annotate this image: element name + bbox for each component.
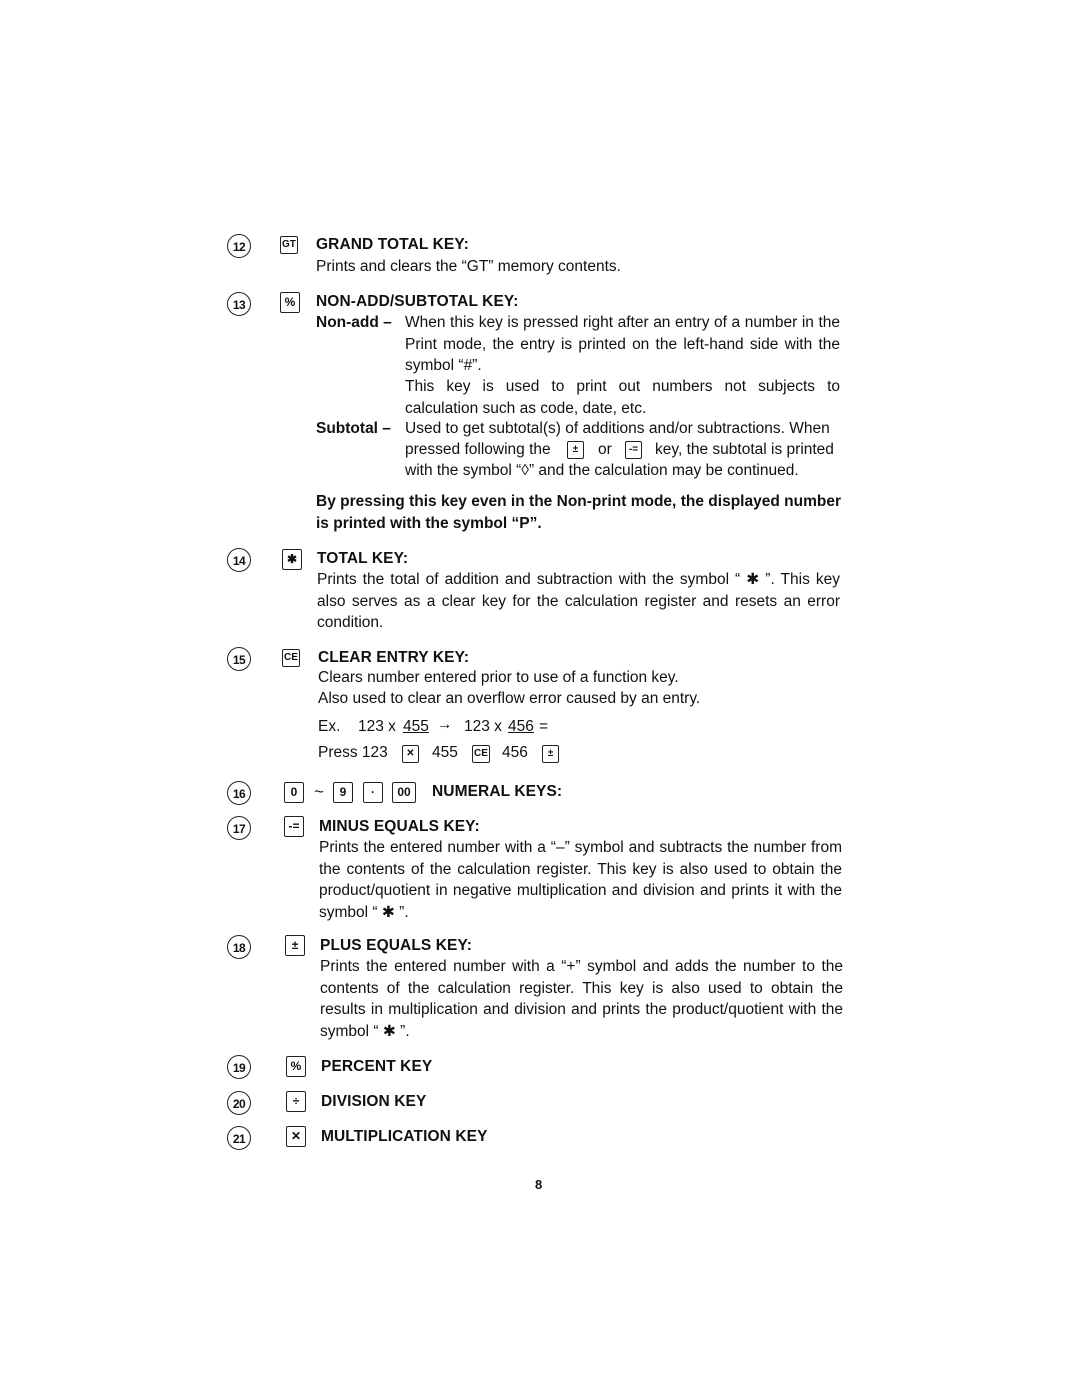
- minus-equals-text: Prints the entered number with a “–” symbol and subtracts the number from the contents of the calculation register. This key is also used to obtain the product/quotient in negative multiplication and division and prints it with the symbol “ ✱ ”.: [319, 839, 842, 921]
- item-number-17: 17: [227, 816, 251, 840]
- nonadd-text-2: This key is used to print out numbers not subjects to calculation such as code, date, etc.: [405, 378, 840, 417]
- nonadd-subtotal-heading: NON-ADD/SUBTOTAL KEY:: [316, 293, 519, 310]
- press-number-2: 456: [502, 744, 528, 761]
- plus-equals-text: Prints the entered number with a “+” symbol and adds the number to the contents of the calculation register. This key is also used to obtain the results in multiplication and division and prints the product/quotient with the symbol “ ✱ ”.: [320, 958, 843, 1040]
- clear-entry-key-icon-inline: CE: [472, 745, 490, 763]
- nonadd-text-1: When this key is pressed right after an entry of a number in the Print mode, the entry is printed on the left-hand side with the symbol “#”.: [405, 314, 840, 375]
- total-heading: TOTAL KEY:: [317, 550, 409, 567]
- press-label: Press 123: [318, 744, 388, 761]
- percent-heading: PERCENT KEY: [321, 1058, 433, 1075]
- example-expr-2: 123 x: [464, 718, 502, 735]
- nonprint-note: By pressing this key even in the Non-print mode, the displayed number is printed with the symbol “P”.: [316, 493, 841, 532]
- division-key-icon: ÷: [286, 1091, 306, 1112]
- double-zero-key-icon: 00: [392, 782, 416, 803]
- example-expr-2-correct: 456: [508, 718, 534, 735]
- clear-entry-text-1: Clears number entered prior to use of a function key.: [318, 669, 679, 686]
- subtotal-line-1: Used to get subtotal(s) of additions and/or subtractions. When: [405, 420, 830, 437]
- minus-equals-heading: MINUS EQUALS KEY:: [319, 818, 480, 835]
- minus-equals-key-icon-large: -=: [284, 816, 304, 837]
- zero-key-icon: 0: [284, 782, 304, 803]
- example-expr-1: 123 x: [358, 718, 396, 735]
- clear-entry-text-2: Also used to clear an overflow error caused by an entry.: [318, 690, 701, 707]
- item-number-13: 13: [227, 292, 251, 316]
- item-number-18: 18: [227, 935, 251, 959]
- plus-equals-heading: PLUS EQUALS KEY:: [320, 937, 473, 954]
- example-label: Ex.: [318, 718, 341, 735]
- plus-equals-key-icon-inline: ±: [542, 745, 559, 763]
- multiplication-key-icon: ✕: [286, 1126, 306, 1147]
- item-number-20: 20: [227, 1091, 251, 1115]
- multiply-key-icon: ✕: [402, 745, 419, 763]
- range-tilde: ~: [314, 782, 324, 801]
- percent-key-icon: %: [280, 292, 300, 313]
- subtotal-or: or: [598, 441, 612, 458]
- total-key-icon: ✱: [282, 549, 302, 570]
- clear-entry-heading: CLEAR ENTRY KEY:: [318, 649, 470, 666]
- subtotal-line-2b: key, the subtotal is printed: [655, 441, 834, 458]
- press-number-1: 455: [432, 744, 458, 761]
- multiplication-heading: MULTIPLICATION KEY: [321, 1128, 488, 1145]
- page-number: 8: [535, 1177, 543, 1192]
- division-heading: DIVISION KEY: [321, 1093, 427, 1110]
- grand-total-heading: GRAND TOTAL KEY:: [316, 236, 469, 253]
- grand-total-text: Prints and clears the “GT” memory contents.: [316, 258, 621, 275]
- total-text: Prints the total of addition and subtraction with the symbol “ ✱ ”. This key also serves as a clear key for the calculation register and resets an error condition.: [317, 571, 840, 632]
- item-number-21: 21: [227, 1126, 251, 1150]
- item-number-19: 19: [227, 1055, 251, 1079]
- example-expr-1-wrong: 455: [403, 718, 429, 735]
- nine-key-icon: 9: [333, 782, 353, 803]
- item-number-16: 16: [227, 781, 251, 805]
- item-number-14: 14: [227, 548, 251, 572]
- percent-key-icon-2: %: [286, 1056, 306, 1077]
- plus-equals-key-icon-large: ±: [285, 935, 305, 956]
- decimal-key-icon: ·: [363, 782, 383, 803]
- subtotal-label: Subtotal –: [316, 420, 391, 437]
- item-number-12: 12: [227, 234, 251, 258]
- minus-equals-key-icon: -=: [625, 441, 642, 459]
- nonadd-label: Non-add –: [316, 314, 392, 331]
- subtotal-line-2a: pressed following the: [405, 441, 551, 458]
- subtotal-line-3: with the symbol “◊” and the calculation may be continued.: [405, 462, 799, 479]
- grand-total-key-icon: GT: [280, 236, 298, 254]
- item-number-15: 15: [227, 647, 251, 671]
- numeral-keys-heading: NUMERAL KEYS:: [432, 783, 563, 800]
- arrow-icon: →: [437, 716, 453, 733]
- plus-equals-key-icon: ±: [567, 441, 584, 459]
- example-equals: =: [539, 718, 549, 735]
- clear-entry-key-icon: CE: [282, 649, 300, 667]
